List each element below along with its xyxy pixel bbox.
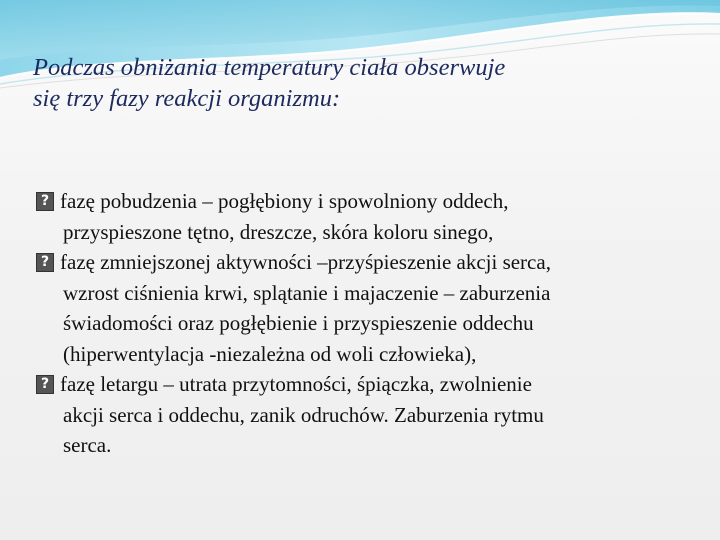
bullet-item-letarg <box>36 369 696 461</box>
bullet-text: fazę zmniejszonej aktywności –przyśpieszenie akcji serca, <box>60 250 551 274</box>
bullet-text: świadomości oraz pogłębienie i przyspieszenie oddechu <box>63 311 534 335</box>
slide-title <box>33 52 693 114</box>
bullet-list <box>36 186 696 461</box>
bullet-text: akcji serca i oddechu, zanik odruchów. Zaburzenia rytmu <box>63 402 544 427</box>
missing-glyph-icon <box>36 192 54 211</box>
bullet-text: wzrost ciśnienia krwi, splątanie i majaczenie – zaburzenia <box>63 280 551 305</box>
bullet-item-pobudzenie <box>36 186 696 247</box>
bullet-text: przyspieszone tętno, dreszcze, skóra koloru sinego, <box>63 219 494 244</box>
bullet-first-line <box>36 247 696 278</box>
title-line: Podczas obniżania temperatury ciała obserwuje <box>33 54 506 81</box>
missing-glyph-icon <box>36 253 54 272</box>
bullet-text: serca. <box>63 433 112 457</box>
title-line: się trzy fazy reakcji organizmu: <box>33 85 341 112</box>
bullet-first-line <box>36 186 696 217</box>
bullet-text: (hiperwentylacja -niezależna od woli człowieka), <box>63 341 477 366</box>
bullet-item-aktywnosc <box>36 247 696 369</box>
bullet-first-line <box>36 369 696 400</box>
bullet-text: fazę pobudzenia – pogłębiony i spowolniony oddech, <box>60 189 509 213</box>
missing-glyph-icon <box>36 375 54 394</box>
bullet-text: fazę letargu – utrata przytomności, śpiączka, zwolnienie <box>60 372 532 396</box>
